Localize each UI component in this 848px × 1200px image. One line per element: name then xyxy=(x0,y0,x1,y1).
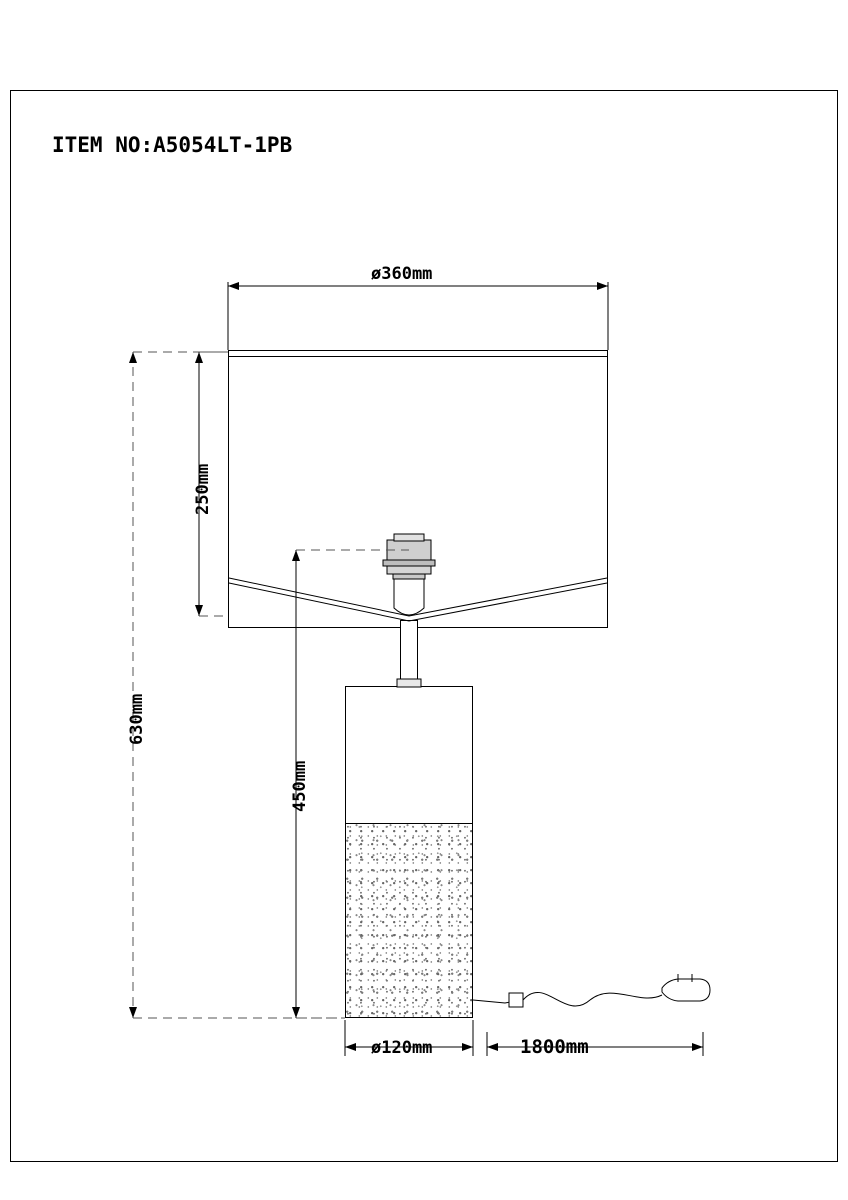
dimension-total-height: 630mm xyxy=(127,693,147,745)
lamp-base-lower-textured xyxy=(345,823,473,1018)
dimension-cord-length: 1800mm xyxy=(520,1036,589,1058)
lamp-base-upper xyxy=(345,686,473,824)
lamp-shade xyxy=(228,350,608,628)
dimension-base-height: 450mm xyxy=(290,760,310,812)
dimension-shade-diameter: ø360mm xyxy=(371,264,433,284)
lamp-neck xyxy=(400,620,418,688)
lamp-shade-top-edge xyxy=(228,356,608,357)
dimension-shade-height: 250mm xyxy=(193,463,213,515)
dimension-base-diameter: ø120mm xyxy=(371,1038,433,1058)
item-number-label: ITEM NO:A5054LT-1PB xyxy=(52,133,293,157)
